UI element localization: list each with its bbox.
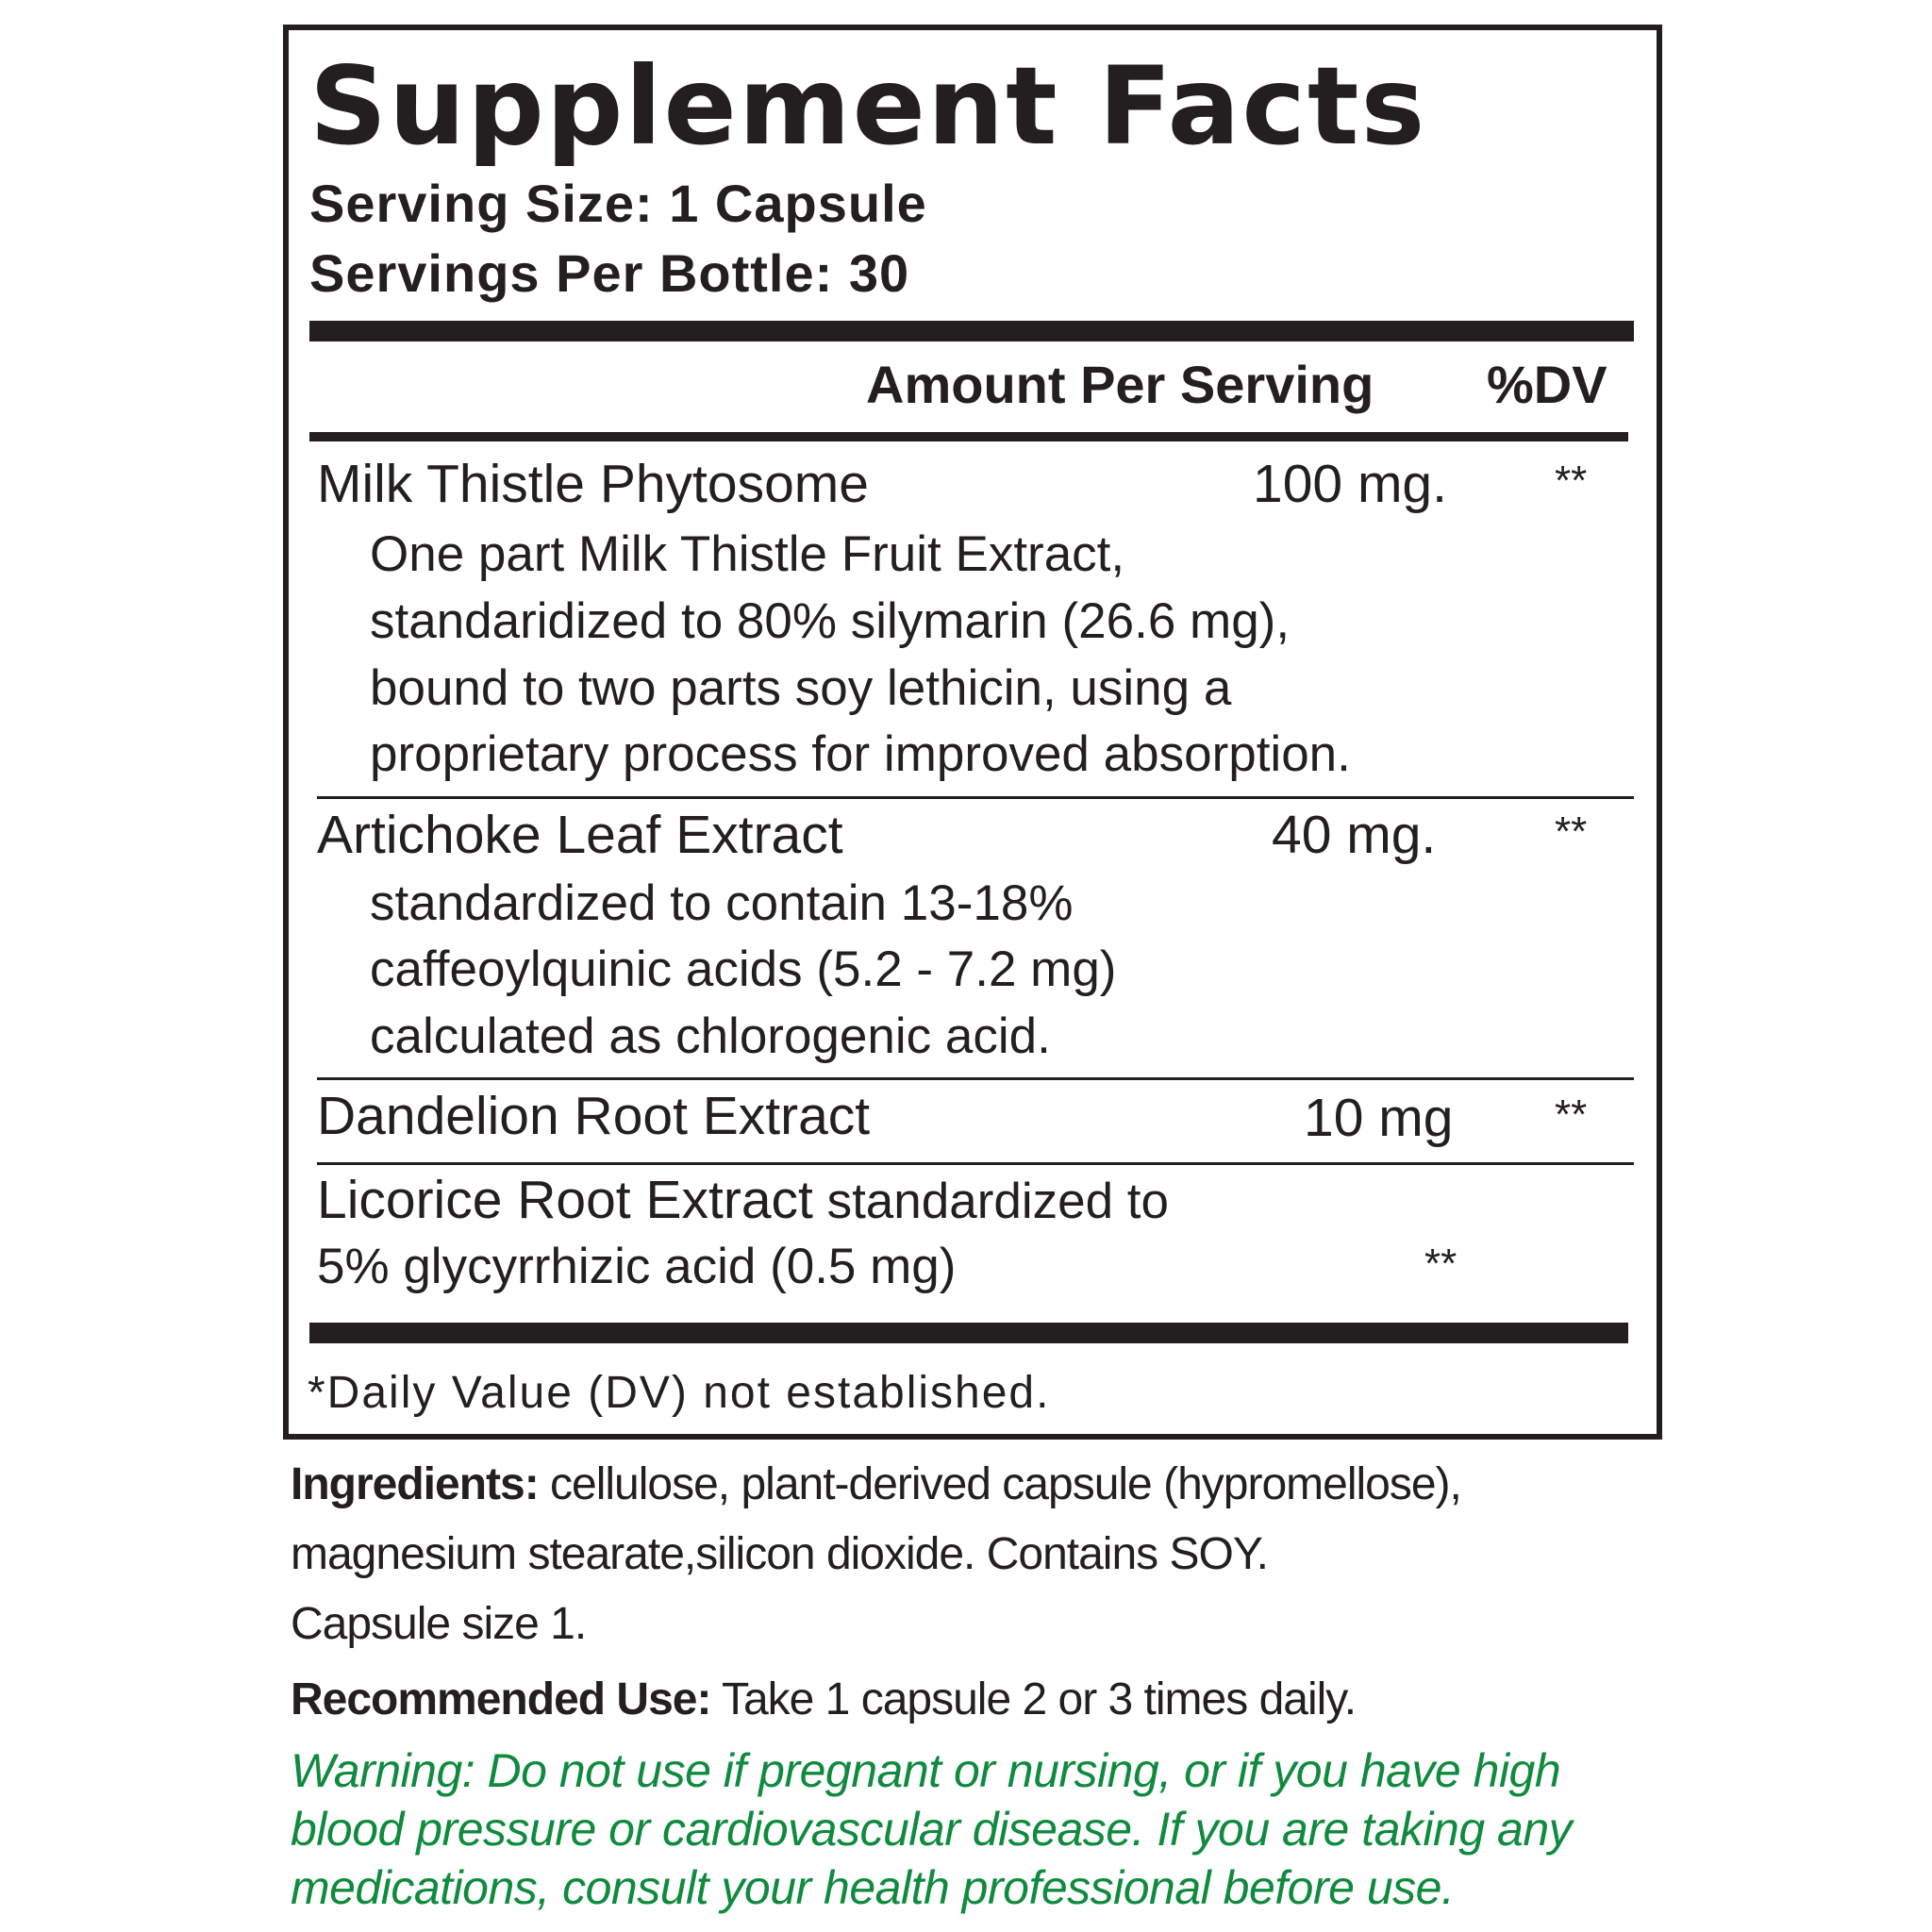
servings-per-container: Servings Per Bottle: 30 (309, 243, 910, 303)
ingredient-dv: ** (1424, 1241, 1457, 1287)
header-rule (309, 432, 1628, 441)
header-amount-per-serving: Amount Per Serving (866, 355, 1374, 414)
capsule-size: Capsule size 1. (291, 1599, 587, 1649)
serving-size: Serving Size: 1 Capsule (309, 174, 927, 233)
dv-footnote: *Daily Value (DV) not established. (308, 1368, 1051, 1418)
thick-rule-bottom (309, 1323, 1628, 1343)
ingredient-amount: 100 mg. (1253, 454, 1447, 514)
other-ingredients-label: Ingredients: (291, 1459, 539, 1509)
row-divider (317, 796, 1634, 799)
ingredient-dv: ** (1555, 1091, 1588, 1138)
ingredient-name: Dandelion Root Extract (317, 1086, 871, 1146)
row-divider (317, 1077, 1634, 1080)
ingredient-description-line: proprietary process for improved absorption. (370, 726, 1351, 782)
warning-line: blood pressure or cardiovascular disease. If you are taking any (291, 1803, 1573, 1856)
ingredient-description-line: calculated as chlorogenic acid. (370, 1008, 1051, 1064)
ingredient-description-line: 5% glycyrrhizic acid (0.5 mg) (317, 1239, 957, 1294)
ingredient-amount: 40 mg. (1272, 805, 1437, 865)
header-dv: %DV (1487, 355, 1607, 414)
ingredient-name-suffix: standardized to (812, 1174, 1169, 1229)
other-ingredients (291, 1459, 1461, 1509)
recommended-use-text: Take 1 capsule 2 or 3 times daily. (710, 1674, 1357, 1724)
panel-title: Supplement Facts (309, 43, 1427, 169)
ingredient-description-line: One part Milk Thistle Fruit Extract, (370, 526, 1125, 582)
warning-line: medications, consult your health professional before use. (291, 1861, 1455, 1914)
ingredient-dv: ** (1555, 808, 1588, 855)
other-ingredients-text: cellulose, plant-derived capsule (hypromellose), (538, 1459, 1461, 1509)
ingredient-name: Artichoke Leaf Extract (317, 805, 843, 865)
other-ingredients-line2: magnesium stearate,silicon dioxide. Contains SOY. (291, 1529, 1269, 1579)
ingredient-name: Milk Thistle Phytosome (317, 454, 869, 514)
ingredient-name-line (317, 1170, 1169, 1230)
recommended-use-label: Recommended Use: (291, 1674, 711, 1724)
ingredient-description-line: standaridized to 80% silymarin (26.6 mg), (370, 593, 1291, 649)
ingredient-dv: ** (1555, 458, 1588, 504)
ingredient-description-line: caffeoylquinic acids (5.2 - 7.2 mg) (370, 941, 1117, 997)
recommended-use (291, 1674, 1357, 1724)
thick-rule-top (309, 321, 1634, 341)
ingredient-description-line: bound to two parts soy lethicin, using a (370, 660, 1232, 716)
row-divider (317, 1162, 1634, 1165)
ingredient-description-line: standardized to contain 13-18% (370, 875, 1074, 931)
ingredient-name: Licorice Root Extract (317, 1170, 813, 1230)
warning-line: Warning: Do not use if pregnant or nursing, or if you have high (291, 1744, 1561, 1797)
ingredient-amount: 10 mg (1304, 1088, 1454, 1148)
